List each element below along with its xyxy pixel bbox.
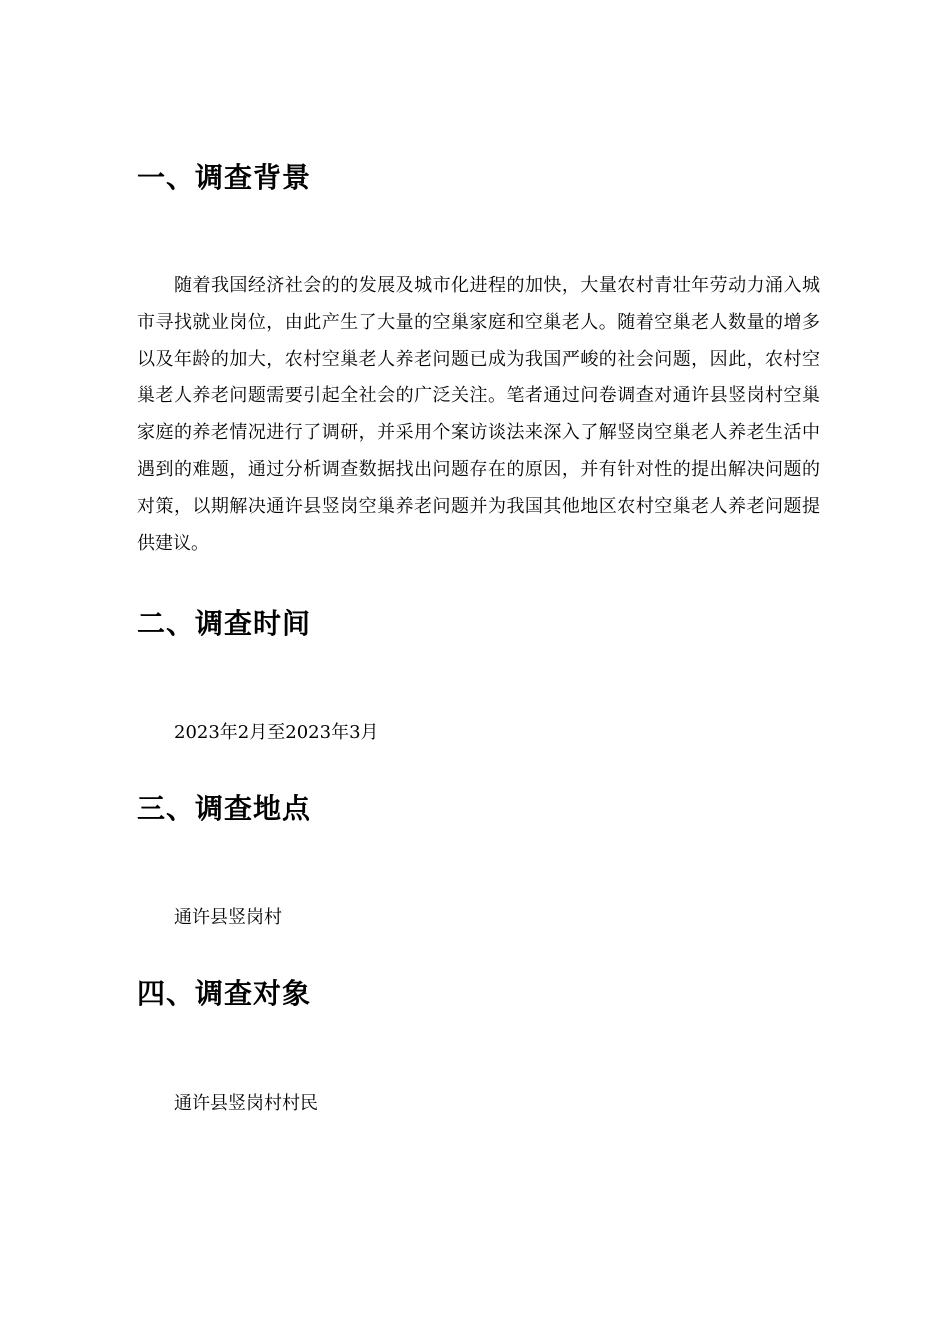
section-heading-location: 三、调查地点 (137, 792, 312, 825)
section-heading-time: 二、调查时间 (137, 607, 312, 640)
section-body-time: 2023年2月至2023年3月 (174, 722, 379, 743)
section-heading-background: 一、调查背景 (137, 161, 312, 194)
section-heading-subjects: 四、调查对象 (137, 977, 312, 1010)
section-body-background: 随着我国经济社会的的发展及城市化进程的加快，大量农村青壮年劳动力涌入城市寻找就业岗位，由此产生了大量的空巢家庭和空巢老人。随着空巢老人数量的增多以及年龄的加大，农村空巢老人养老问题已成为我国严峻的社会问题，因此，农村空巢老人养老问题需要引起全社会的广泛关注。笔者通过问卷调查对通许县竖岗村空巢家庭的养老情况进行了调研，并采用个案访谈法来深入了解竖岗空巢老人养老生活中遇到的难题，通过分析调查数据找出问题存在的原因，并有针对性的提出解决问题的对策，以期解决通许县竖岗空巢养老问题并为我国其他地区农村空巢老人养老问题提供建议。 (137, 275, 820, 554)
section-body-subjects: 通许县竖岗村村民 (174, 1093, 318, 1114)
section-body-location: 通许县竖岗村 (174, 907, 282, 928)
